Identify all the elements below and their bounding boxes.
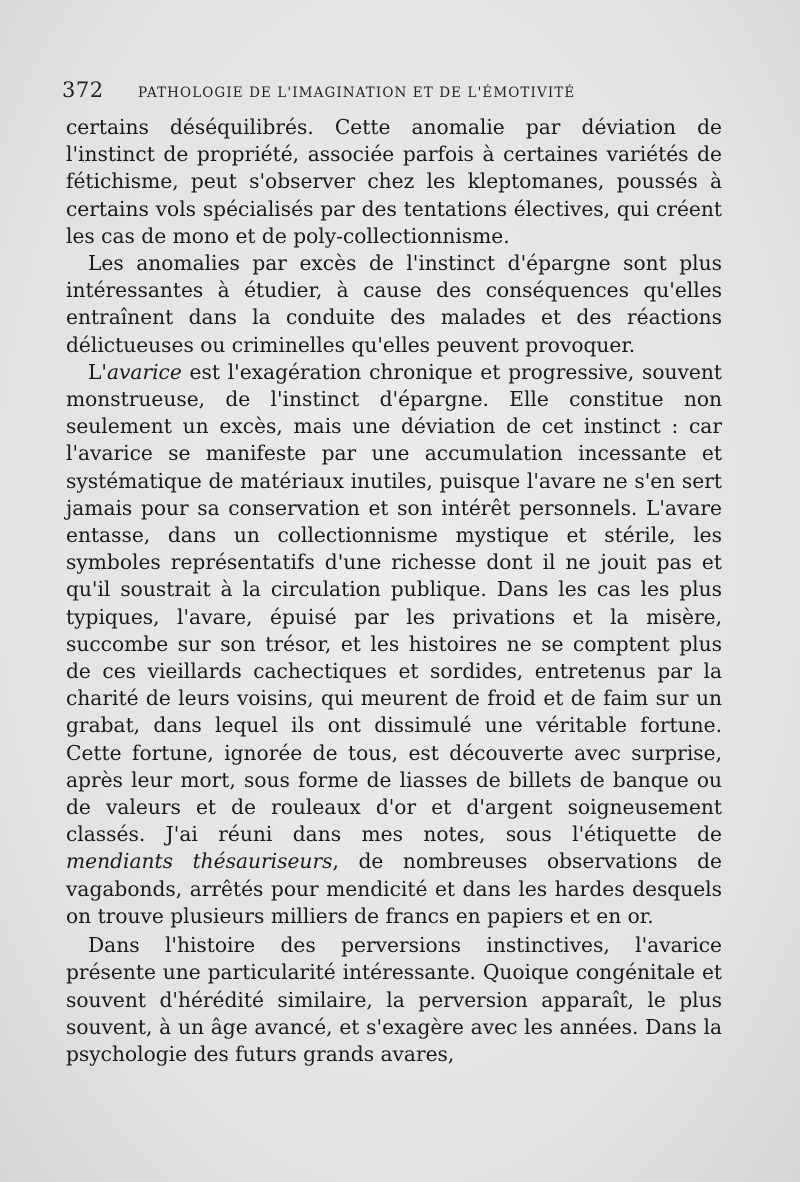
italic-term-avarice: avarice [106,359,182,384]
paragraph-epargne-anomalies [66,250,722,359]
paragraph-continuation [66,114,722,250]
paragraph-text-end: , de nombreuses observations de vagabonds, arrêtés pour mendicité et dans les hardes desquels on trouve plusieurs milliers de francs en papiers et en or. [66,849,722,928]
running-title: PATHOLOGIE DE L'IMAGINATION ET DE L'ÉMOTIVITÉ [138,85,576,101]
body-text [66,114,722,1068]
italic-term-mendiants: mendiants thésauriseurs [66,849,333,874]
paragraph-text: Les anomalies par excès de l'instinct d'épargne sont plus intéressantes à étudier, à cause des conséquences qu'elles entraînent dans la conduite des malades et des réactions délictueuses ou criminelles qu'elles peuvent provoquer. [66,251,722,357]
paragraph-avarice-definition [66,359,722,930]
paragraph-lead: L' [88,359,107,384]
page-number: 372 [62,78,104,102]
paragraph-text: Dans l'histoire des perversions instinctives, l'avarice présente une particularité intéressante. Quoique congénitale et souvent d'hérédité similaire, la perversion apparaît, le plus souvent, à un âge avancé, et s'exagère avec les années. Dans la psychologie des futurs grands avares, [66,933,722,1066]
page-header [62,78,722,114]
paragraph-text: certains déséquilibrés. Cette anomalie par déviation de l'instinct de propriété, associée parfois à certaines variétés de fétichisme, peut s'observer chez les kleptomanes, poussés à certains vols spécialisés par des tentations électives, qui créent les cas de mono et de poly-collectionnisme. [66,115,722,248]
paragraph-perversions [66,932,722,1068]
paragraph-text: est l'exagération chronique et progressive, souvent monstrueuse, de l'instinct d'épargne. Elle constitue non seulement un excès, mais une déviation de cet instinct : car l'avarice se manifeste par une accumulation incessante et systématique de matériaux inutiles, puisque l'avare ne s'en sert jamais pour sa conservation et son intérêt personnels. L'avare entasse, dans un collectionnisme mystique et stérile, les symboles représentatifs d'une richesse dont il ne jouit pas et qu'il soustrait à la circulation publique. Dans les cas les plus typiques, l'avare, épuisé par les privations et la misère, succombe sur son trésor, et les histoires ne se comptent plus de ces vieillards cachectiques et sordides, entretenus par la charité de leurs voisins, qui meurent de froid et de faim sur un grabat, dans lequel ils ont dissimulé une véritable fortune. Cette fortune, ignorée de tous, est découverte avec surprise, après leur mort, sous forme de liasses de billets de banque ou de valeurs et de rouleaux d'or et d'argent soigneusement classés. J'ai réuni dans mes notes, sous l'étiquette de [66,359,722,847]
